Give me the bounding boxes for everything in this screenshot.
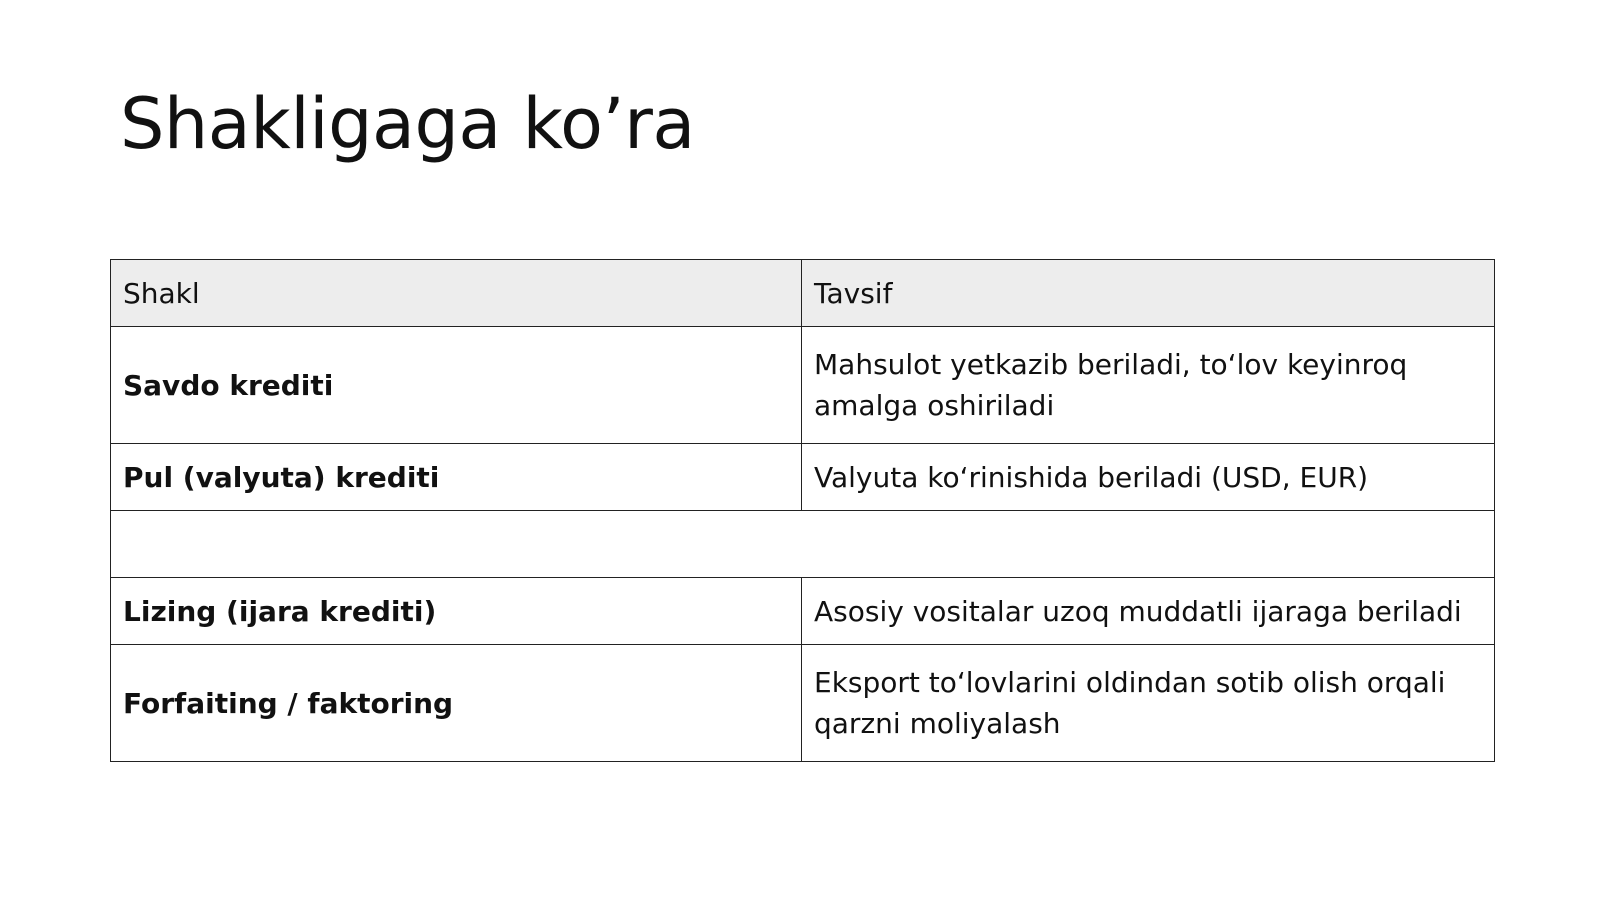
shape-cell: Pul (valyuta) krediti — [111, 444, 802, 511]
table-row — [111, 645, 1495, 762]
table-header-row — [111, 260, 1495, 327]
shape-cell: Savdo krediti — [111, 327, 802, 444]
empty-merged-cell — [111, 511, 1495, 578]
table-row — [111, 578, 1495, 645]
description-cell: Mahsulot yetkazib beriladi, to‘lov keyinroq amalga oshiriladi — [802, 327, 1495, 444]
header-shape: Shakl — [111, 260, 802, 327]
table-row — [111, 327, 1495, 444]
description-cell: Valyuta ko‘rinishida beriladi (USD, EUR) — [802, 444, 1495, 511]
table-row-empty — [111, 511, 1495, 578]
slide-title: Shakligaga ko’ra — [120, 83, 695, 165]
description-cell: Eksport to‘lovlarini oldindan sotib olish orqali qarzni moliyalash — [802, 645, 1495, 762]
table-row — [111, 444, 1495, 511]
credit-forms-table — [110, 259, 1495, 762]
shape-cell: Lizing (ijara krediti) — [111, 578, 802, 645]
shape-cell: Forfaiting / faktoring — [111, 645, 802, 762]
header-description: Tavsif — [802, 260, 1495, 327]
description-cell: Asosiy vositalar uzoq muddatli ijaraga beriladi — [802, 578, 1495, 645]
